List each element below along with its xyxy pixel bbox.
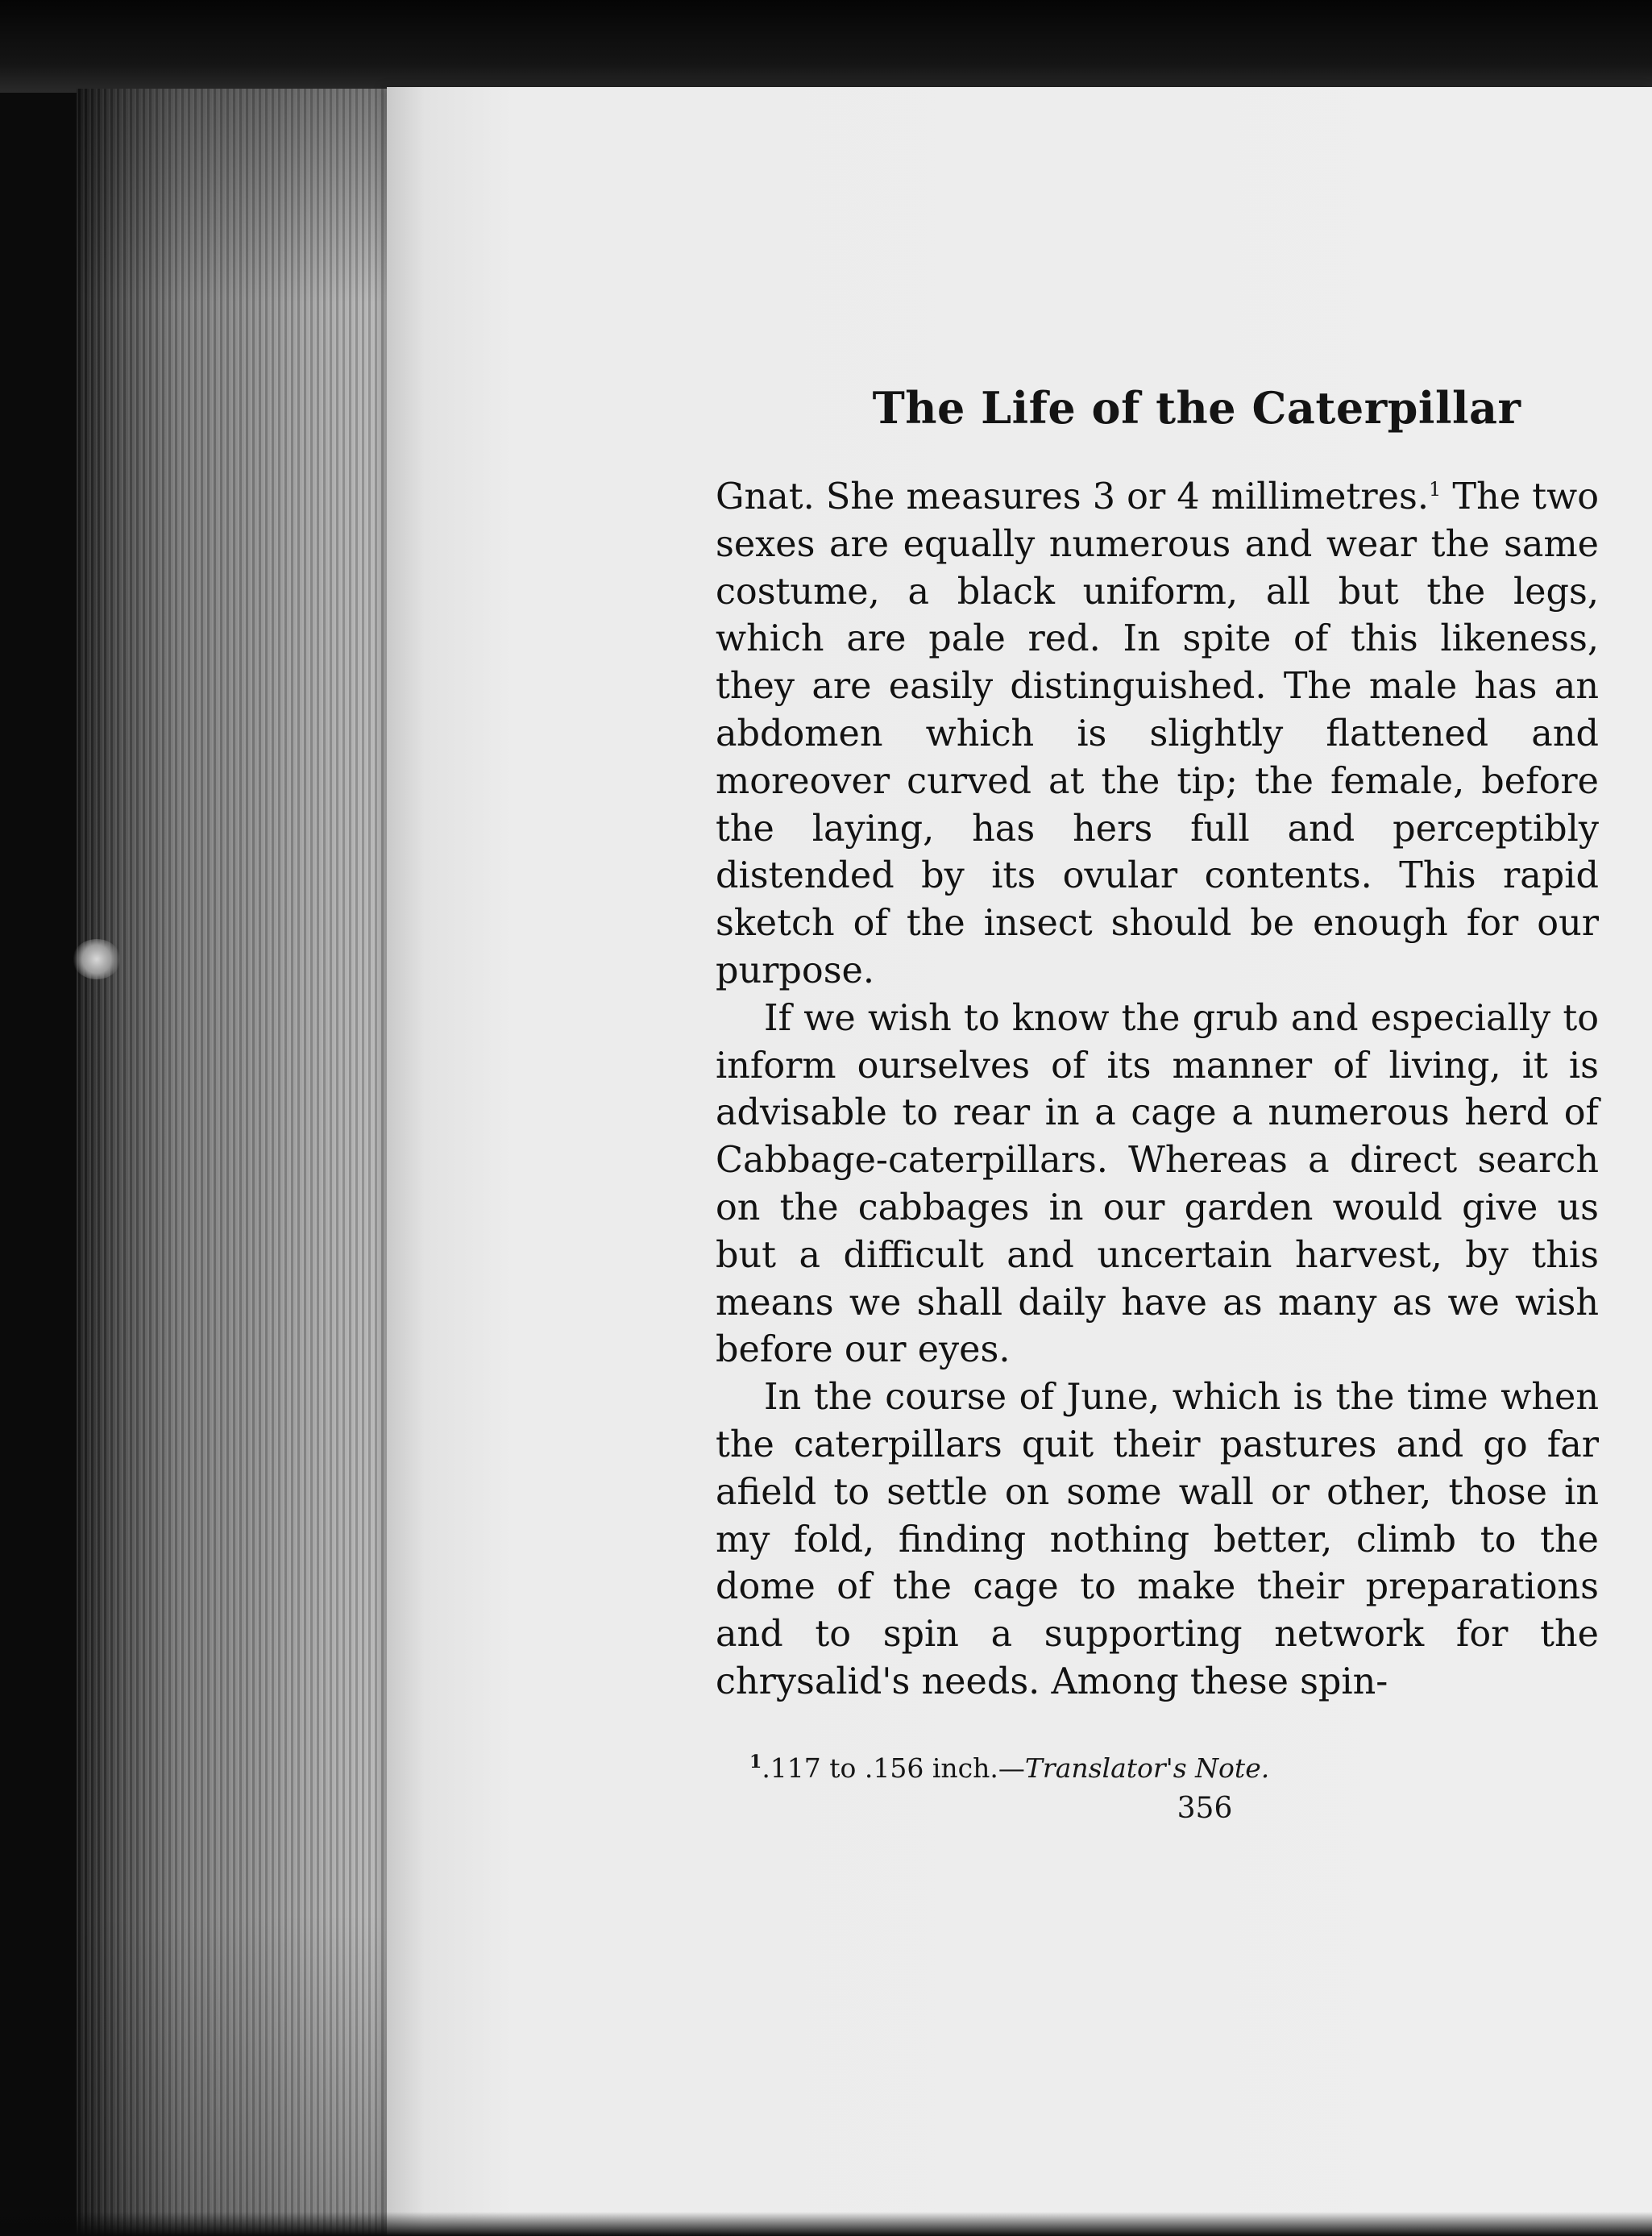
footnote bbox=[749, 1752, 1555, 1784]
book-page-edges bbox=[77, 89, 423, 2236]
paragraph-1-rest: The two sexes are equally numerous and wear the same costume, a black uniform, all but the legs, which are pale red. In spite of this likeness, they are easily distinguished. The male has an abdomen which is slightly flattened and moreover curved at the tip; the female, before the laying, has hers full and perceptibly distended by its ovular contents. This rapid sketch of the insect should be enough for our purpose. bbox=[716, 476, 1600, 991]
page-number: 356 bbox=[1177, 1792, 1233, 1825]
paragraph-1 bbox=[716, 474, 1599, 995]
book-page bbox=[387, 87, 1652, 2236]
footnote-text: .117 to .156 inch.— bbox=[762, 1752, 1025, 1784]
running-head: The Life of the Caterpillar bbox=[872, 382, 1521, 434]
footnote-reference: 1 bbox=[1428, 478, 1442, 501]
scan-smudge bbox=[73, 939, 121, 979]
footnote-mark: 1 bbox=[749, 1752, 762, 1773]
footnote-credit: Translator's Note. bbox=[1024, 1752, 1270, 1784]
body-text bbox=[716, 474, 1599, 1706]
paragraph-1-start: Gnat. She measures 3 or 4 millimetres. bbox=[716, 476, 1429, 517]
scan-bottom-border bbox=[0, 2212, 1652, 2236]
paragraph-3: In the course of June, which is the time when the caterpillars quit their pastures and go far afield to settle on some wall or other, those in my fold, finding nothing better, climb to the dome of the cage to make their preparations and to spin a supporting network for the chrysalid's needs. Among these spin- bbox=[716, 1377, 1599, 1702]
scan-top-border bbox=[0, 0, 1652, 93]
paragraph-2: If we wish to know the grub and especially to inform ourselves of its manner of living, it is advisable to rear in a cage a numerous herd of Cabbage-caterpillars. Whereas a direct search on the cabbages in our garden would give us but a difficult and uncertain harvest, by this means we shall daily have as many as we wish before our eyes. bbox=[716, 997, 1599, 1371]
